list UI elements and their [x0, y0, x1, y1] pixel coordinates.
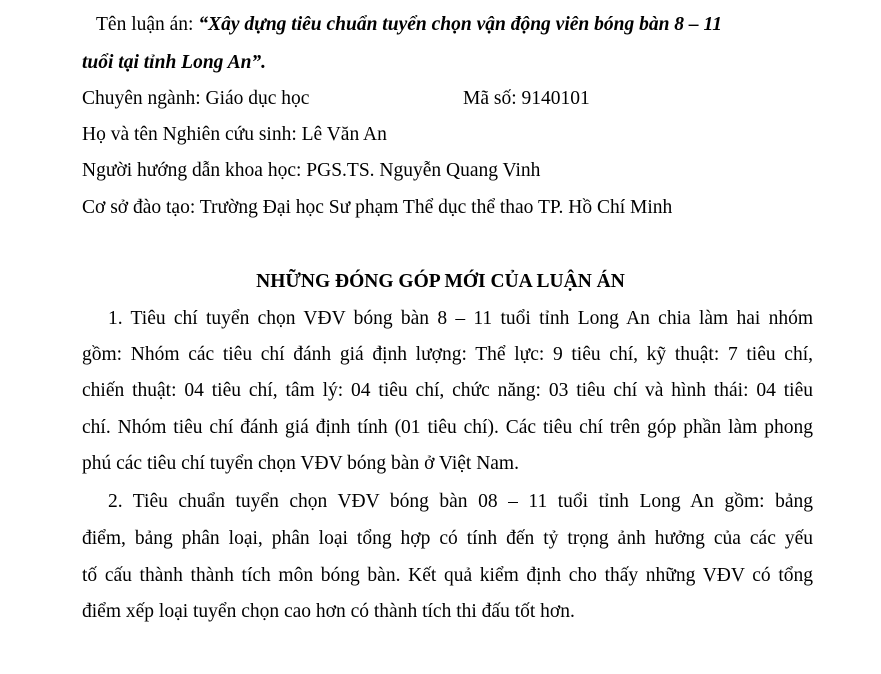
institution-line: Cơ sở đào tạo: Trường Đại học Sư phạm Thể dục thể thao TP. Hồ Chí Minh: [82, 197, 673, 218]
student-line: Họ và tên Nghiên cứu sinh: Lê Văn An: [82, 124, 387, 145]
item1-line-2: gồm: Nhóm các tiêu chí đánh giá định lượng: Thể lực: 9 tiêu chí, kỹ thuật: 7 tiêu chí,: [82, 344, 813, 365]
thesis-title-part-1: “Xây dựng tiêu chuẩn tuyển chọn vận động viên bóng bàn 8 – 11: [198, 14, 722, 35]
code-line: Mã số: 9140101: [463, 88, 590, 109]
item1-line-4: chí. Nhóm tiêu chí đánh giá định tính (01 tiêu chí). Các tiêu chí trên góp phần làm phong: [82, 417, 813, 438]
thesis-title-part-2: tuổi tại tỉnh Long An”.: [82, 52, 267, 73]
item2-line-1: 2. Tiêu chuẩn tuyển chọn VĐV bóng bàn 08 – 11 tuổi tỉnh Long An gồm: bảng: [108, 491, 813, 512]
section-heading: NHỮNG ĐÓNG GÓP MỚI CỦA LUẬN ÁN: [256, 271, 625, 292]
item1-line-3: chiến thuật: 04 tiêu chí, tâm lý: 04 tiêu chí, chức năng: 03 tiêu chí và hình thái: 04 tiêu: [82, 380, 813, 401]
item2-line-4: điểm xếp loại tuyển chọn cao hơn có thành tích thi đấu tốt hơn.: [82, 601, 575, 622]
item1-line-1: 1. Tiêu chí tuyển chọn VĐV bóng bàn 8 – 11 tuổi tỉnh Long An chia làm hai nhóm: [108, 308, 813, 329]
thesis-title-line-1: [96, 13, 722, 37]
major-line: Chuyên ngành: Giáo dục học: [82, 88, 310, 109]
item2-line-3: tố cấu thành thành tích môn bóng bàn. Kết quả kiểm định cho thấy những VĐV có tổng: [82, 565, 813, 586]
supervisor-line: Người hướng dẫn khoa học: PGS.TS. Nguyễn Quang Vinh: [82, 160, 541, 181]
item2-line-2: điểm, bảng phân loại, phân loại tổng hợp có tính đến tỷ trọng ảnh hưởng của các yếu: [82, 528, 813, 549]
thesis-label: Tên luận án:: [96, 14, 199, 35]
item1-line-5: phú các tiêu chí tuyển chọn VĐV bóng bàn ở Việt Nam.: [82, 453, 519, 474]
